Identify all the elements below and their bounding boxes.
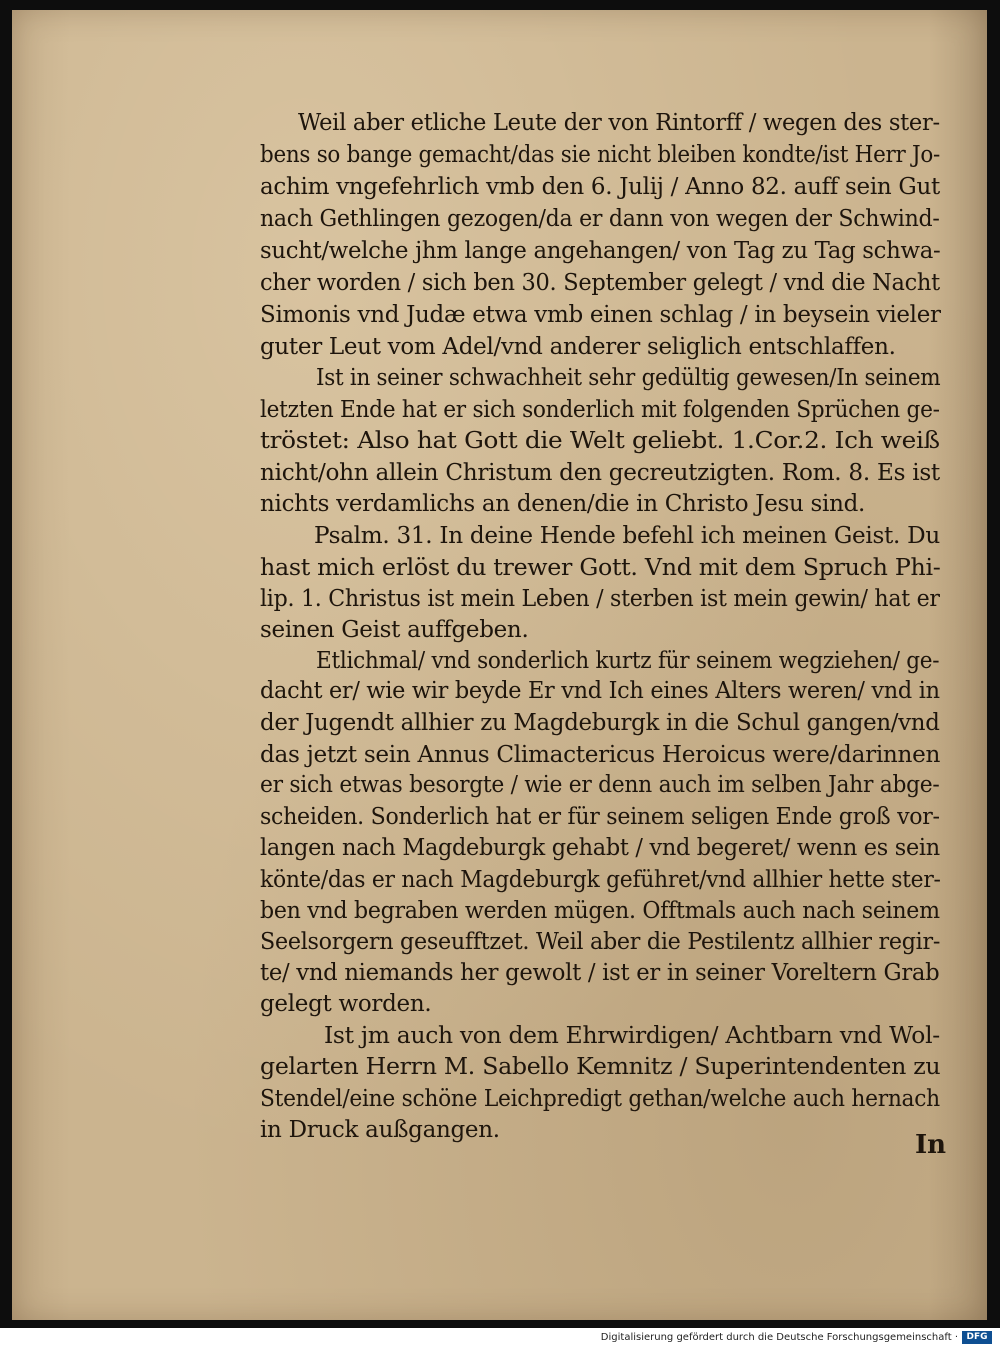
- text-line: bens so bange gemacht/das sie nicht bleiben kondte/ist Herr Jo-: [260, 142, 940, 168]
- text-line: sucht/welche jhm lange angehangen/ von Tag zu Tag schwa-: [260, 238, 941, 264]
- dfg-logo-icon: DFG: [962, 1331, 992, 1344]
- text-line: te/ vnd niemands her gewolt / ist er in seiner Voreltern Grab: [260, 960, 940, 986]
- text-line: gelarten Herrn M. Sabello Kemnitz / Superintendenten zu: [260, 1054, 941, 1080]
- text-line: könte/das er nach Magdeburgk geführet/vnd allhier hette ster-: [260, 867, 941, 893]
- text-line: Ist jm auch von dem Ehrwirdigen/ Achtbarn vnd Wol-: [324, 1023, 940, 1049]
- text-line: achim vngefehrlich vmb den 6. Julij / Anno 82. auff sein Gut: [260, 174, 940, 200]
- text-line: cher worden / sich ben 30. September gelegt / vnd die Nacht: [260, 270, 940, 296]
- text-line: nichts verdamlichs an denen/die in Christo Jesu sind.: [260, 491, 866, 517]
- text-line: nach Gethlingen gezogen/da er dann von wegen der Schwind-: [260, 206, 940, 232]
- text-line: gelegt worden.: [260, 991, 432, 1017]
- text-line: hast mich erlöst du trewer Gott. Vnd mit dem Spruch Phi-: [260, 555, 941, 581]
- catchword: In: [915, 1130, 947, 1160]
- text-line: scheiden. Sonderlich hat er für seinem seligen Ende groß vor-: [260, 804, 940, 830]
- text-line: Psalm. 31. In deine Hende befehl ich meinen Geist. Du: [314, 523, 940, 549]
- text-line: dacht er/ wie wir beyde Er vnd Ich eines Alters weren/ vnd in: [260, 678, 940, 704]
- text-line: in Druck außgangen.: [260, 1117, 500, 1143]
- text-line: Weil aber etliche Leute der von Rintorff / wegen des ster-: [298, 110, 940, 136]
- text-line: er sich etwas besorgte / wie er denn auch im selben Jahr abge-: [260, 772, 940, 798]
- text-line: das jetzt sein Annus Climactericus Heroicus were/darinnen: [260, 742, 941, 768]
- text-line: lip. 1. Christus ist mein Leben / sterben ist mein gewin/ hat er: [260, 586, 940, 612]
- text-line: tröstet: Also hat Gott die Welt geliebt. 1.Cor.2. Ich weiß: [260, 428, 940, 454]
- text-line: langen nach Magdeburgk gehabt / vnd begeret/ wenn es sein: [260, 835, 940, 861]
- text-line: Ist in seiner schwachheit sehr gedültig gewesen/In seinem: [316, 365, 941, 391]
- text-line: Seelsorgern geseufftzet. Weil aber die Pestilentz allhier regir-: [260, 929, 941, 955]
- book-page: [12, 10, 987, 1320]
- text-line: der Jugendt allhier zu Magdeburgk in die Schul gangen/vnd: [260, 710, 940, 736]
- text-line: Etlichmal/ vnd sonderlich kurtz für seinem wegziehen/ ge-: [316, 648, 940, 674]
- text-line: seinen Geist auffgeben.: [260, 617, 529, 643]
- text-line: guter Leut vom Adel/vnd anderer seliglich entschlaffen.: [260, 334, 896, 360]
- funding-notice: Digitalisierung gefördert durch die Deutsche Forschungsgemeinschaft ·: [600, 1332, 958, 1343]
- text-line: nicht/ohn allein Christum den gecreutzigten. Rom. 8. Es ist: [260, 460, 940, 486]
- footer-bar: [0, 1328, 1000, 1348]
- text-line: Simonis vnd Judæ etwa vmb einen schlag / in beysein vieler: [260, 302, 941, 328]
- text-line: ben vnd begraben werden mügen. Offtmals auch nach seinem: [260, 898, 940, 924]
- text-line: Stendel/eine schöne Leichpredigt gethan/welche auch hernach: [260, 1086, 940, 1112]
- text-line: letzten Ende hat er sich sonderlich mit folgenden Sprüchen ge-: [260, 397, 940, 423]
